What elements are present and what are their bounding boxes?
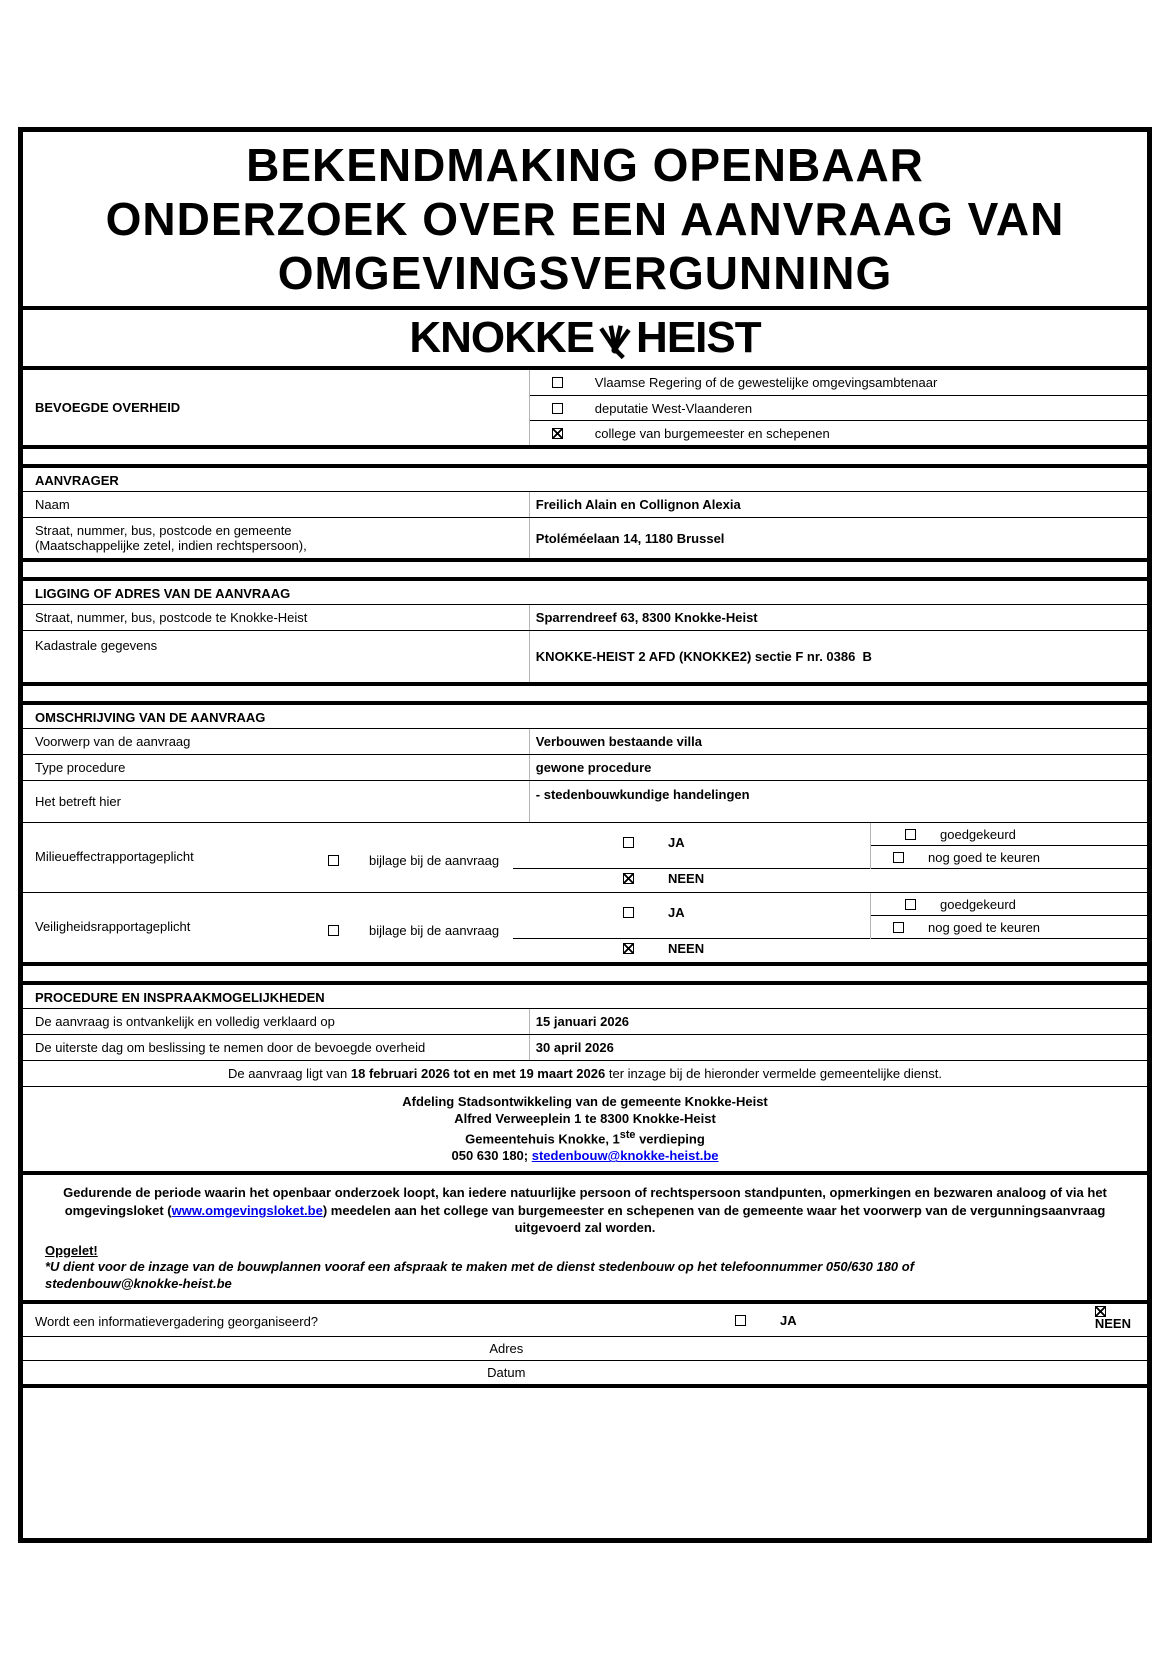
type-procedure-label: Type procedure xyxy=(35,760,126,775)
inzage-periode: 18 februari 2026 tot en met 19 maart 2026 xyxy=(350,1066,606,1081)
title-line-2: ONDERZOEK OVER EEN AANVRAAG VAN xyxy=(105,193,1065,245)
aanvrager-adres-value: Ptoléméelaan 14, 1180 Brussel xyxy=(535,530,725,546)
veiligheids-label: Veiligheidsrapportageplicht xyxy=(35,919,191,934)
section-gap xyxy=(23,449,1147,464)
aanvrager-adres-row xyxy=(23,517,1147,558)
naam-value: Freilich Alain en Collignon Alexia xyxy=(535,497,741,512)
vergadering-neen-label: NEEN xyxy=(1094,1315,1131,1331)
ligging-straat-value: Sparrendreef 63, 8300 Knokke-Heist xyxy=(535,610,758,625)
type-procedure-row xyxy=(23,754,1147,780)
betreft-value: - stedenbouwkundige handelingen xyxy=(535,787,750,802)
aanvrager-adres-label-line1: Straat, nummer, bus, postcode en gemeente xyxy=(35,523,292,538)
inzage-prefix: De aanvraag ligt van xyxy=(228,1066,351,1081)
milieueffect-row xyxy=(23,822,1147,892)
omschrijving-header: OMSCHRIJVING VAN DE AANVRAAG xyxy=(23,705,1147,729)
ligging-straat-label: Straat, nummer, bus, postcode te Knokke-Heist xyxy=(35,610,308,625)
neen-label: NEEN xyxy=(668,871,705,886)
authority-option-label: college van burgemeester en schepenen xyxy=(594,425,830,441)
nog-goed-label: nog goed te keuren xyxy=(928,919,1041,935)
inzage-periode-row xyxy=(23,1060,1147,1086)
milieueffect-nog-goed-checkbox[interactable] xyxy=(893,852,904,863)
veiligheids-ja-checkbox[interactable] xyxy=(623,907,634,918)
aanvrager-adres-label-line2: (Maatschappelijke zetel, indien rechtspersoon), xyxy=(35,538,307,553)
inspraak-block xyxy=(23,1175,1147,1300)
ligging-straat-row xyxy=(23,605,1147,630)
voorwerp-label: Voorwerp van de aanvraag xyxy=(35,734,191,749)
title-line-1: BEKENDMAKING OPENBAAR xyxy=(246,139,924,191)
uiterste-dag-value: 30 april 2026 xyxy=(535,1040,614,1055)
veiligheids-nog-goed-checkbox[interactable] xyxy=(893,922,904,933)
ontvankelijk-label: De aanvraag is ontvankelijk en volledig verklaard op xyxy=(35,1014,335,1029)
type-procedure-value: gewone procedure xyxy=(535,760,652,775)
bevoegde-overheid-section xyxy=(23,370,1147,445)
naam-row xyxy=(23,492,1147,517)
naam-label: Naam xyxy=(35,497,70,512)
milieueffect-label: Milieueffectrapportageplicht xyxy=(35,849,194,864)
goedgekeurd-cell xyxy=(871,823,1147,846)
adres-row xyxy=(23,1336,1147,1360)
omgevingsloket-link[interactable]: www.omgevingsloket.be xyxy=(171,1202,323,1218)
section-gap xyxy=(23,686,1147,701)
veiligheids-goedgekeurd-checkbox[interactable] xyxy=(905,899,916,910)
goedgekeurd-label: goedgekeurd xyxy=(940,826,1016,842)
logo-text-right: HEIST xyxy=(636,313,761,362)
authority-option-label: deputatie West-Vlaanderen xyxy=(594,400,753,416)
authority-option-row xyxy=(530,395,1147,420)
section-gap xyxy=(23,562,1147,577)
dienst-naam: Afdeling Stadsontwikkeling van de gemeente Knokke-Heist xyxy=(402,1094,768,1109)
ontvankelijk-row xyxy=(23,1009,1147,1034)
milieueffect-ja-checkbox[interactable] xyxy=(623,837,634,848)
kadaster-label: Kadastrale gegevens xyxy=(35,638,158,653)
betreft-row xyxy=(23,780,1147,822)
datum-label: Datum xyxy=(487,1364,526,1380)
blank-writing-area xyxy=(23,1388,1147,1538)
procedure-header: PROCEDURE EN INSPRAAKMOGELIJKHEDEN xyxy=(23,985,1147,1009)
nog-goed-label: nog goed te keuren xyxy=(928,849,1041,865)
vergadering-ja-label: JA xyxy=(780,1312,797,1328)
ontvankelijk-value: 15 januari 2026 xyxy=(535,1014,630,1029)
kadaster-row xyxy=(23,630,1147,682)
seagull-footprint-icon xyxy=(597,323,633,359)
kadaster-value: KNOKKE-HEIST 2 AFD (KNOKKE2) sectie F nr. 0386 B xyxy=(535,649,872,664)
bijlage-label: bijlage bij de aanvraag xyxy=(369,923,500,938)
dienst-adres: Alfred Verweeplein 1 te 8300 Knokke-Heist xyxy=(454,1111,716,1126)
municipality-logo xyxy=(23,310,1147,366)
dienst-contact: 050 630 180; stedenbouw@knokke-heist.be xyxy=(451,1148,719,1164)
divider xyxy=(513,938,870,939)
milieueffect-neen-checkbox[interactable] xyxy=(623,873,634,884)
milieueffect-bijlage-checkbox[interactable] xyxy=(328,855,339,866)
ja-label: JA xyxy=(668,905,685,920)
bevoegde-overheid-label: BEVOEGDE OVERHEID xyxy=(35,400,181,415)
form-title xyxy=(23,132,1147,306)
gemeente-dienst-block xyxy=(23,1086,1147,1171)
datum-row xyxy=(23,1360,1147,1384)
ligging-header: LIGGING OF ADRES VAN DE AANVRAAG xyxy=(23,581,1147,605)
authority-option-label: Vlaamse Regering of de gewestelijke omgevingsambtenaar xyxy=(594,375,938,390)
bijlage-label: bijlage bij de aanvraag xyxy=(369,853,500,868)
stedenbouw-email-link[interactable]: stedenbouw@knokke-heist.be xyxy=(531,1148,719,1164)
authority-checkbox-deputatie[interactable] xyxy=(552,403,563,414)
neen-label: NEEN xyxy=(668,941,705,956)
nog-goed-cell xyxy=(871,916,1147,939)
opgelet-label: Opgelet! xyxy=(45,1242,98,1258)
nog-goed-cell xyxy=(871,846,1147,869)
veiligheids-row xyxy=(23,892,1147,962)
aanvrager-header: AANVRAGER xyxy=(23,468,1147,492)
uiterste-dag-row xyxy=(23,1034,1147,1060)
dienst-locatie: Gemeentehuis Knokke, 1ste verdieping xyxy=(465,1129,705,1147)
veiligheids-neen-checkbox[interactable] xyxy=(623,943,634,954)
announcement-form xyxy=(18,127,1152,1543)
milieueffect-goedgekeurd-checkbox[interactable] xyxy=(905,829,916,840)
logo-text-left: KNOKKE xyxy=(409,313,595,362)
adres-label: Adres xyxy=(489,1340,524,1356)
goedgekeurd-label: goedgekeurd xyxy=(940,896,1016,912)
veiligheids-bijlage-checkbox[interactable] xyxy=(328,925,339,936)
betreft-label: Het betreft hier xyxy=(35,794,121,809)
inspraak-paragraph: Gedurende de periode waarin het openbaar onderzoek loopt, kan iedere natuurlijke persoon of rechtspersoon standpunten, opmerkingen en bezwaren analoog of via het omgevingsloket (www.omgevingsloket.be) meedelen aan het college van burgemeester en schepenen van de gemeente waar het voorwerp van de vergunningsaanvraag uitgevoerd zal worden. xyxy=(63,1185,1107,1236)
authority-checkbox-vlaamse-regering[interactable] xyxy=(552,377,563,388)
informatievergadering-row xyxy=(23,1304,1147,1336)
ja-label: JA xyxy=(668,835,685,850)
section-gap xyxy=(23,966,1147,981)
authority-option-row xyxy=(530,370,1147,395)
authority-checkbox-college[interactable] xyxy=(552,428,563,439)
divider xyxy=(513,868,870,869)
authority-option-row xyxy=(530,420,1147,445)
informatievergadering-label: Wordt een informatievergadering georganiseerd? xyxy=(35,1313,319,1329)
vergadering-ja-checkbox[interactable] xyxy=(735,1315,746,1326)
voorwerp-row xyxy=(23,729,1147,754)
voorwerp-value: Verbouwen bestaande villa xyxy=(535,734,702,749)
uiterste-dag-label: De uiterste dag om beslissing te nemen door de bevoegde overheid xyxy=(35,1040,426,1055)
title-line-3: OMGEVINGSVERGUNNING xyxy=(277,247,893,299)
afspraak-note: *U dient voor de inzage van de bouwplannen vooraf een afspraak te maken met de dienst stedenbouw op het telefoonnummer 050/630 180 of stedenbouw@knokke-heist.be xyxy=(45,1258,915,1291)
inzage-suffix: ter inzage bij de hieronder vermelde gemeentelijke dienst. xyxy=(605,1066,942,1081)
goedgekeurd-cell xyxy=(871,893,1147,916)
